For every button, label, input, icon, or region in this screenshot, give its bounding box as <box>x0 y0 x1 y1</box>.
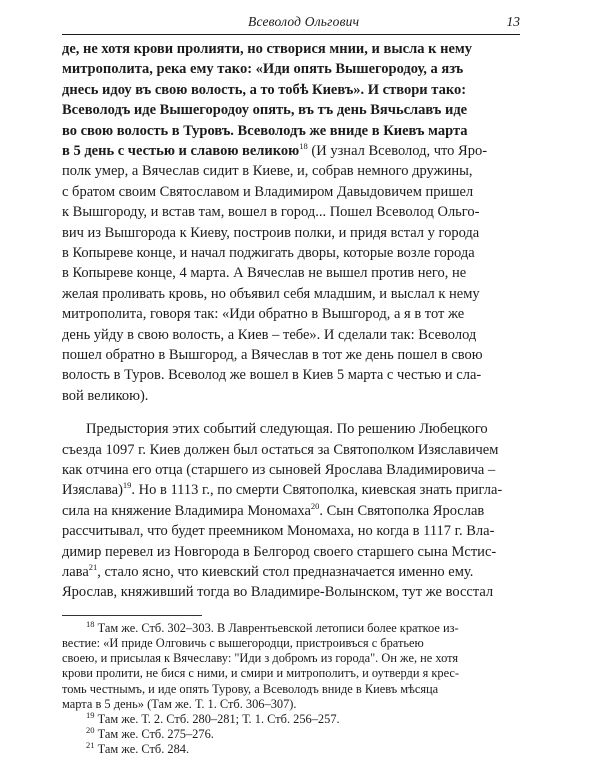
footnote-line: $^{20}$ Там же. Стб. 275–276. <box>86 725 214 742</box>
text-line: с братом своим Святославом и Владимиром Давыдовичем пришел <box>62 183 474 200</box>
text-line: Изяслава)$^{19}$. Но в 1113 г., по смерти Святополка, киевская знать пригла- <box>62 480 503 499</box>
footnote-ref: 20 <box>310 500 320 511</box>
footnote-line: $^{21}$ Там же. Стб. 284. <box>86 740 190 757</box>
text-line: рассчитывал, что будет преемником Мономаха, но когда в 1117 г. Вла- <box>62 523 495 540</box>
text-line: к Вышгороду, и встав там, вошел в город... Пошел Всеволод Ольго- <box>62 204 480 221</box>
text-line: днесь идоу въ свою волость, а то тобѣ Киевъ». И створи тако: <box>62 81 467 98</box>
text-line: Всеволодъ иде Вышегородоу опять, въ тъ день Вячьславъ иде <box>62 102 468 119</box>
text-line: пошел обратно в Вышгород, а Вячеслав в тот же день пошел в свою <box>62 347 483 363</box>
text-line: вой великою). <box>62 387 149 404</box>
text-line: митрополита, река ему тако: «Иди опять Вышегородоу, а язъ <box>62 61 464 78</box>
footnote-line: томь честнымъ, и иде опять Турову, а Всеволодъ вниде в Киевъ мѣсяца <box>62 681 439 696</box>
text-line: день уйду в свою волость, а Киев – тебе». И сделали так: Всеволод <box>62 326 477 343</box>
text-line: де, не хотя крови пролияти, но створися мнии, и высла к нему <box>62 41 473 57</box>
text-line: волость в Туров. Всеволод же вошел в Киев 5 марта с честью и сла- <box>62 367 482 384</box>
text-line: в Копыреве конце, 4 марта. А Вячеслав не вышел против него, не <box>62 265 467 282</box>
footnote-line: $^{19}$ Там же. Т. 2. Стб. 280–281; Т. 1. Стб. 256–257. <box>86 709 340 726</box>
text-line: Ярослав, княживший тогда во Владимире-Волынском, тут же восстал <box>62 584 494 601</box>
text-line: как отчина его отца (старшего из сыновей Ярослава Владимировича – <box>62 462 496 478</box>
text-line: желая проливать кровь, но объявил себя младшим, и выслал к нему <box>62 285 480 302</box>
text-line: лава$^{21}$, стало ясно, что киевский стол предназначается именно ему. <box>62 562 474 580</box>
footnote-line: марта в 5 день» (Там же. Т. 1. Стб. 306–307). <box>62 696 297 711</box>
footnote-line: $^{18}$ Там же. Стб. 302–303. В Лаврентьевской летописи более краткое из- <box>86 618 459 635</box>
text-line: съезда 1097 г. Киев должен был остаться за Святополком Изяславичем <box>62 441 499 458</box>
text-line: димир перевел из Новгорода в Белгород своего старшего сына Мстис- <box>62 543 497 560</box>
running-title: Всеволод Ольгович <box>248 14 360 29</box>
footnote-line: своею, и присылая к Вячеславу: "Иди з добромъ из города". Он же, не хотя <box>62 651 459 666</box>
text-line: вич из Вышгорода к Киеву, построив полки, и придя встал у города <box>62 224 480 241</box>
text-line: во свою волость в Туровъ. Всеволодъ же вниде в Киевъ марта <box>62 122 468 139</box>
text-line: сила на княжение Владимира Мономаха$^{20}$. Сын Святополка Ярослав <box>62 500 485 519</box>
text-line: полк умер, а Вячеслав сидит в Киеве, и, собрав немного дружины, <box>62 163 473 180</box>
footnote-ref: 18 <box>299 141 308 152</box>
footnote-line: крови пролити, не бися с ними, и смири и митрополитъ, и оутверди я крес- <box>62 666 460 681</box>
page-number: 13 <box>506 14 520 29</box>
footnote-ref: 19 <box>122 480 132 491</box>
footnote-line: вестие: «И приде Олговичь с вышегородци, пристроивъся с братьею <box>62 636 424 650</box>
text-line: Предыстория этих событий следующая. По решению Любецкого <box>86 421 488 438</box>
text-line: в 5 день с честью и славою великою$^{18}$ (И узнал Всеволод, что Яро- <box>62 141 488 159</box>
footnote-divider <box>62 615 202 616</box>
footnote-ref: 21 <box>88 562 98 573</box>
text-line: митрополита, говоря так: «Иди обратно в Вышгород, а я в тот же <box>62 306 465 323</box>
text-line: в Копыреве конце, и начал поджигать дворы, которые возле города <box>62 245 475 261</box>
running-head <box>62 10 520 35</box>
